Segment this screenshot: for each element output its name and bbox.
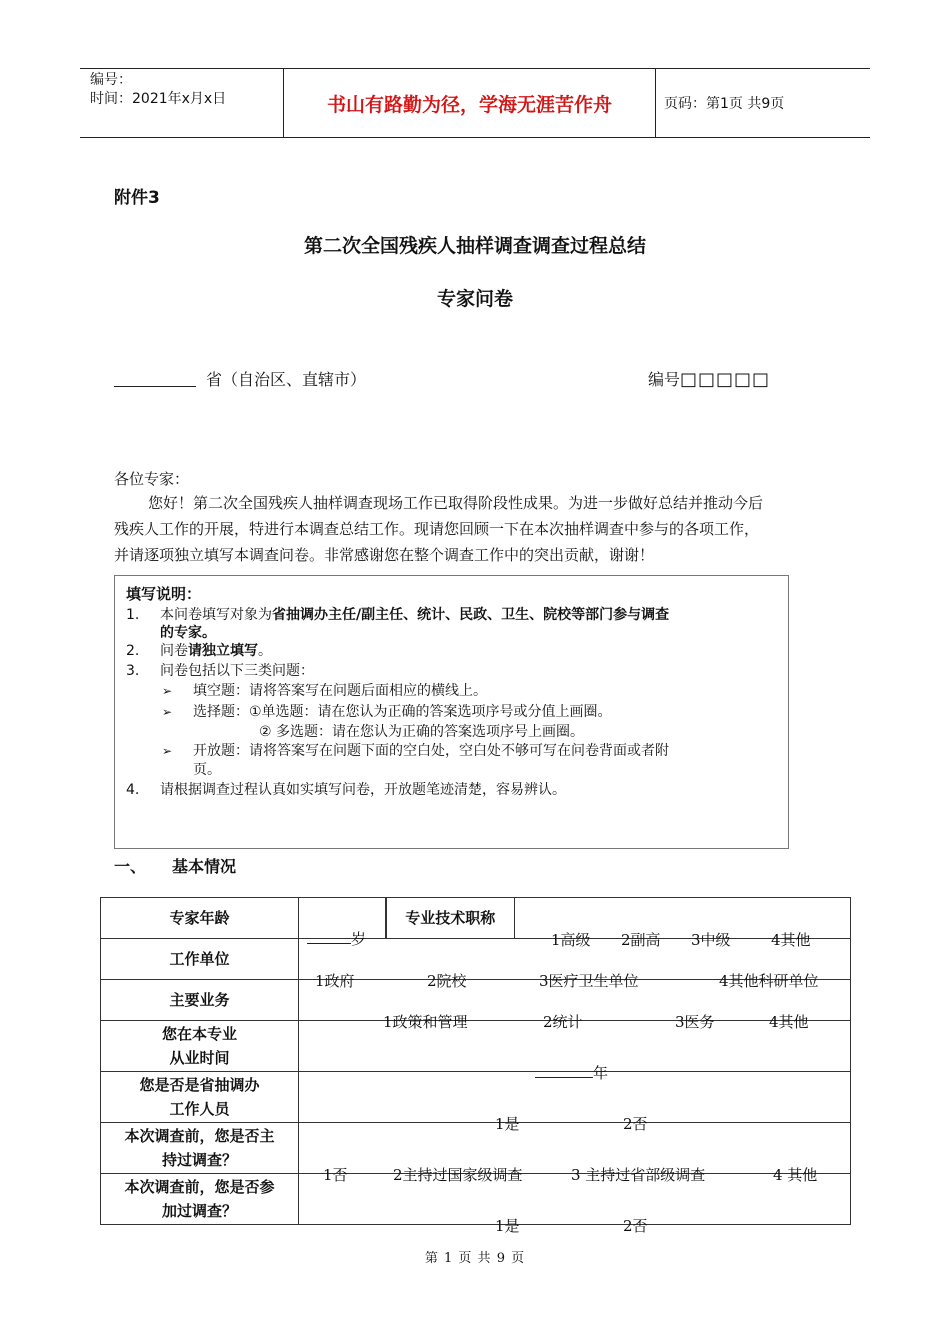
option[interactable]: 2主持过国家级调查 xyxy=(393,1166,523,1184)
option[interactable]: 2否 xyxy=(623,1115,648,1133)
option[interactable]: 4其他科研单位 xyxy=(719,972,819,990)
instr-bullet-2-sub: ② 多选题：请在您认为正确的答案选项序号上画圈。 xyxy=(259,724,584,740)
hosted-label: 本次调查前，您是否主 持过调查？ xyxy=(101,1123,299,1174)
section-number: 一、 xyxy=(114,857,147,876)
business-label: 主要业务 xyxy=(101,980,299,1021)
code-field xyxy=(648,367,770,390)
instr-item-1-cont: 的专家。 xyxy=(160,625,216,641)
instr-bullet-2: 选择题：①单选题：请在您认为正确的答案选项序号或分值上画圈。 xyxy=(193,704,612,720)
header-date: 时间：2021年x月x日 xyxy=(90,91,227,107)
instr-item-2: 问卷请独立填写。 xyxy=(160,643,272,659)
intro-line-3: 并请逐项独立填写本调查问卷。非常感谢您在整个调查工作中的突出贡献，谢谢！ xyxy=(114,546,655,564)
option[interactable]: 3医疗卫生单位 xyxy=(539,972,639,990)
option[interactable]: 3医务 xyxy=(675,1013,715,1031)
instr-item-3: 问卷包括以下三类问题： xyxy=(160,663,314,679)
page-footer: 第 1 页 共 9 页 xyxy=(424,1251,526,1266)
joined-label: 本次调查前，您是否参 加过调查？ xyxy=(101,1174,299,1225)
instr-item-4: 请根据调查过程认真如实填写问卷，开放题笔迹清楚，容易辨认。 xyxy=(160,782,566,798)
table-row xyxy=(101,1072,851,1123)
section-title: 基本情况 xyxy=(172,857,237,876)
option[interactable]: 1是 xyxy=(495,1115,520,1133)
bullet-arrow-icon: ➢ xyxy=(162,744,173,758)
instructions-title: 填写说明： xyxy=(126,585,202,603)
table-row xyxy=(101,939,851,980)
age-cell xyxy=(299,898,386,948)
job-title-options xyxy=(515,898,851,949)
instructions-box xyxy=(114,575,789,849)
code-label: 编号 xyxy=(648,370,681,389)
intro-line-2: 残疾人工作的开展，特进行本调查总结工作。现请您回顾一下在本次抽样调查中参与的各项工作， xyxy=(114,520,760,538)
option[interactable]: 1高级 xyxy=(551,931,591,949)
instr-num-3: 3. xyxy=(126,663,140,679)
bullet-arrow-icon: ➢ xyxy=(162,705,173,719)
option[interactable]: 3中级 xyxy=(691,931,731,949)
age-unit: 岁 xyxy=(351,930,367,948)
years-blank[interactable] xyxy=(535,1077,593,1078)
option[interactable]: 2统计 xyxy=(543,1013,583,1031)
basic-info-table xyxy=(100,897,851,1235)
option[interactable]: 1政府 xyxy=(315,972,355,990)
age-label: 专家年龄 xyxy=(101,898,299,939)
option[interactable]: 2否 xyxy=(623,1217,648,1235)
option[interactable]: 1政策和管理 xyxy=(383,1013,468,1031)
job-title-label: 专业技术职称 xyxy=(386,898,515,939)
option[interactable]: 4其他 xyxy=(771,931,811,949)
table-row xyxy=(101,898,851,939)
years-unit: 年 xyxy=(593,1064,609,1082)
header-page: 页码：第1页 共9页 xyxy=(664,96,785,112)
header-motto: 书山有路勤为径，学海无涯苦作舟 xyxy=(283,69,656,137)
table-row xyxy=(101,1021,851,1072)
province-suffix: 省（自治区、直辖市） xyxy=(206,370,367,389)
option[interactable]: 3 主持过省部级调查 xyxy=(571,1166,706,1184)
header-number: 编号： xyxy=(90,72,132,88)
instr-num-2: 2. xyxy=(126,643,140,659)
instr-bullet-3-cont: 页。 xyxy=(193,762,221,778)
greeting: 各位专家： xyxy=(114,470,190,488)
doc-title: 第二次全国残疾人抽样调查调查过程总结 xyxy=(303,235,646,257)
instr-num-1: 1. xyxy=(126,607,140,623)
option[interactable]: 1否 xyxy=(323,1166,348,1184)
instr-bullet-1: 填空题：请将答案写在问题后面相应的横线上。 xyxy=(193,683,487,699)
instr-item-1: 本问卷填写对象为省抽调办主任/副主任、统计、民政、卫生、院校等部门参与调查 xyxy=(160,607,670,623)
staff-label: 您是否是省抽调办 工作人员 xyxy=(101,1072,299,1123)
bullet-arrow-icon: ➢ xyxy=(162,684,173,698)
option[interactable]: 4其他 xyxy=(769,1013,809,1031)
instr-num-4: 4. xyxy=(126,782,140,798)
instr-bullet-3: 开放题：请将答案写在问题下面的空白处，空白处不够可写在问卷背面或者附 xyxy=(193,743,669,759)
header-meta xyxy=(80,69,283,137)
age-blank[interactable] xyxy=(307,943,351,944)
province-blank[interactable] xyxy=(114,386,196,387)
attachment-label: 附件3 xyxy=(114,188,160,208)
years-label: 您在本专业 从业时间 xyxy=(101,1021,299,1072)
page-header xyxy=(80,68,870,138)
option[interactable]: 4 其他 xyxy=(773,1166,818,1184)
code-boxes[interactable]: □□□□□ xyxy=(680,369,771,390)
option[interactable]: 2副高 xyxy=(621,931,661,949)
table-row xyxy=(101,1123,851,1174)
doc-subtitle: 专家问卷 xyxy=(436,288,513,310)
option[interactable]: 1是 xyxy=(495,1217,520,1235)
work-unit-label: 工作单位 xyxy=(101,939,299,980)
hosted-options xyxy=(299,1123,851,1184)
option[interactable]: 2院校 xyxy=(427,972,467,990)
intro-line-1: 您好！第二次全国残疾人抽样调查现场工作已取得阶段性成果。为进一步做好总结并推动今后 xyxy=(148,494,764,512)
